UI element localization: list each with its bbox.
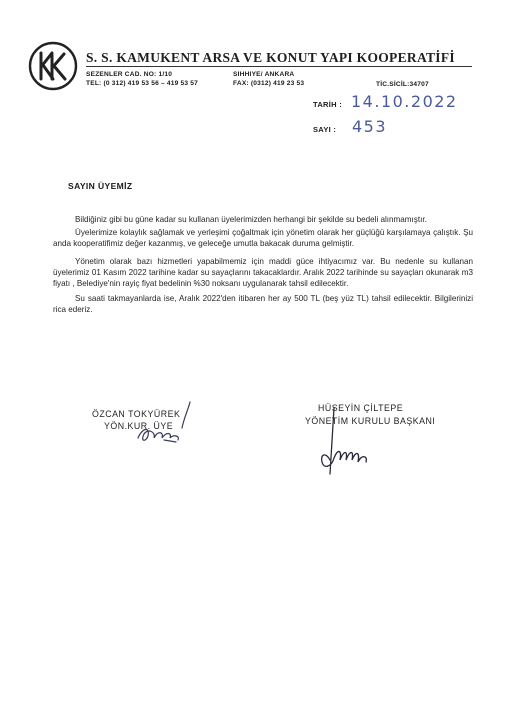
left-signature bbox=[118, 398, 208, 448]
greeting: SAYIN ÜYEMİZ bbox=[68, 181, 133, 191]
number-value: 453 bbox=[352, 117, 388, 136]
date-value: 14.10.2022 bbox=[351, 92, 458, 111]
paragraph-4: Su saati takmayanlarda ise, Aralık 2022'den itibaren her ay 500 TL (beş yüz TL) tahsil edilecektir. Bilgilerinizi rica ederiz. bbox=[53, 294, 473, 315]
letter-body bbox=[53, 214, 473, 316]
number-label: SAYI : bbox=[313, 125, 337, 134]
fax-line: FAX: (0312) 419 23 53 bbox=[233, 80, 305, 87]
paragraph-1: Bildiğiniz gibi bu güne kadar su kullanan üyelerimizden herhangi bir şekilde su bedeli alınmamıştır. bbox=[75, 215, 427, 224]
paragraph-2: Üyelerimize kolaylık sağlamak ve yerleşimi çoğaltmak için yönetim olarak her güçlüğü karşılamaya çalıştık. Şu anda kooperatifimiz değer kazanmış, ve geleceğe umutla bakacak duruma gelmiştir. bbox=[53, 228, 473, 249]
date-label: TARİH : bbox=[313, 100, 343, 109]
cooperative-logo bbox=[28, 41, 78, 91]
address-line: SEZENLER CAD. NO: 1/10 bbox=[86, 71, 173, 78]
left-signatory-name: ÖZCAN TOKYÜREK bbox=[92, 409, 181, 419]
right-signatory-title: YÖNETİM KURULU BAŞKANI bbox=[305, 416, 436, 426]
organization-name: S. S. KAMUKENT ARSA VE KONUT YAPI KOOPERATİFİ bbox=[86, 50, 455, 65]
trade-registry: TİC.SİCİL:34707 bbox=[376, 81, 429, 88]
right-signature bbox=[300, 400, 400, 480]
header-rule bbox=[86, 66, 472, 67]
paragraph-3: Yönetim olarak bazı hizmetleri yapabilmemiz için maddi güce ihtiyacımız var. Bu nedenle su kullanan üyelerimiz 01 Kasım 2022 tarihine kadar su sayaçlarını takacaklardır. Aralık 2022 tarihinde su sayaçları okunarak m3 fiyatı , Belediye'nin rayiç fiyat bedelinin %30 noksanı uygulanarak tahsil edilecektir. bbox=[53, 256, 473, 289]
city-line: SIHHIYE/ ANKARA bbox=[233, 71, 295, 78]
left-signatory-title: YÖN.KUR. ÜYE bbox=[104, 421, 174, 431]
phone-line: TEL: (0 312) 419 53 56 – 419 53 57 bbox=[86, 80, 199, 87]
right-signatory-name: HÜSEYİN ÇİLTEPE bbox=[318, 403, 404, 413]
